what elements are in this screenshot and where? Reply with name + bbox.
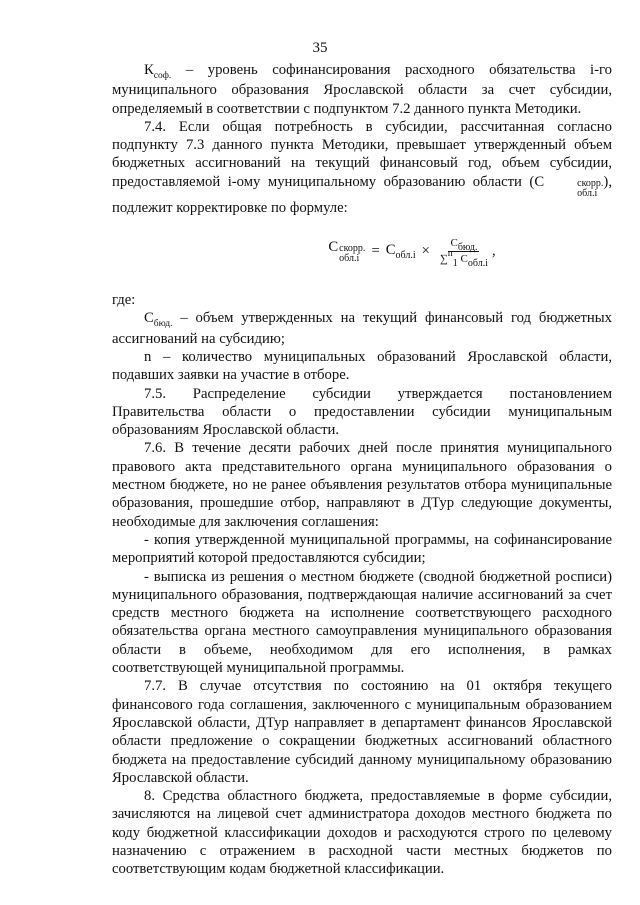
symbol-c-bud [144,310,173,330]
formula-sum-sup: n [447,247,453,259]
formula-lhs-supsub [339,244,365,264]
paragraph-7-4-text: 7.4. Если общая потребность в субсидии, рассчитанная согласно подпункту 7.3 данного пункта Методики, превышает утвержденный объем бюджетных ассигнований на текущий финансовый год, объем субсидии, предоставляемой i-ому муниципальному образованию области ( [112,118,612,190]
formula-lhs-sup: скорр. [339,243,366,255]
formula-lhs [328,238,365,264]
document-body [112,61,612,879]
symbol-k-sof [144,62,172,81]
paragraph-k-sof-text: – уровень софинансирования расходного обязательства i-го муниципального образования Ярославской области за счет субсидии, определяемый в соответствии с подпунктом 7.2 данного пункта Методики. [112,62,612,117]
paragraph-7-7: 7.7. В случае отсутствия по состоянию на 01 октября текущего финансового года соглашения, заключенного с муниципальным образованием Ярославской области, ДТур направляет в департамент финансов Ярославской области предложение о сокращении бюджетных ассигнований областного бюджета на предоставление субсидий данному муниципальному образованию Ярославской области. [112,678,612,786]
paragraph-8: 8. Средства областного бюджета, предоставляемые в форме субсидии, зачисляются на лицевой счет администратора доходов местного бюджета по коду бюджетной классификации доходов и расходуются строго по целевому назначению с отражением в расходной части местных бюджетов по соответствующим кодам бюджетной классификации. [112,788,612,878]
page-number: 35 [312,40,328,56]
paragraph-7-6: 7.6. В течение десяти рабочих дней после принятия муниципального правового акта представительного органа муниципального образования о местном бюджете, но не ранее объявления результатов отбора муниципальные образования, прошедшие отбор, направляют в ДТур следующие документы, необходимые для заключения соглашения: [112,440,612,530]
formula-den-letter: С [460,252,468,265]
symbol-c-supsub [545,179,603,199]
formula-den-sub: обл.i [467,257,488,269]
paragraph-7-4-text-after: ), подлежит корректировке по формуле: [112,173,612,216]
formula-rhs-letter: С [385,241,396,258]
where-label: где: [112,292,136,309]
formula-rhs [386,241,416,261]
paragraph-c-bud [112,309,612,348]
formula-fraction [439,236,488,269]
paragraph-c-bud-text: – объем утвержденных на текущий финансовый год бюджетных ассигнований на субсидию; [112,310,612,347]
symbol-c-bud-letter: С [144,310,154,327]
paragraph-n: n – количество муниципальных образований Ярославской области, подавших заявки на участие в отборе. [112,348,612,384]
symbol-c-letter: С [534,173,545,190]
formula-rhs-sub: обл.i [395,249,416,261]
symbol-c-sup: скорр. [577,177,604,189]
formula-num-sub: бюд. [457,241,478,253]
symbol-k-sub: соф. [153,71,172,81]
paragraph-7-5: 7.5. Распределение субсидии утверждается постановлением Правительства области о предоставлении субсидии муниципальным образованиям Ярославской области. [112,385,612,439]
symbol-c-sub: обл.i [577,187,598,199]
formula-numerator [448,237,479,252]
formula-comma: , [491,242,496,259]
formula-lhs-sub: обл.i [339,253,360,265]
paragraph-budget-extract: - выписка из решения о местном бюджете (сводной бюджетной росписи) муниципального образования, подтверждающая наличие ассигнований за счет средств местного бюджета на исполнение соответствующего расходного обязательства органа местного самоуправления муниципального образования области в объеме, необходимом для его исполнения, в рамках соответствующей муниципальной программы. [112,568,612,677]
formula-sum-sub: 1 [452,257,458,269]
formula-lhs-letter: С [328,239,339,256]
symbol-c-korr-inline [534,173,604,199]
symbol-c-bud-sub: бюд. [153,319,173,330]
formula-times: × [421,242,430,259]
paragraph-k-sof [112,61,612,118]
correction-formula [112,225,612,277]
paragraph-program-copy: - копия утвержденной муниципальной программы, на софинансирование мероприятий которой предоставляются субсидии; [112,531,612,567]
formula-sum-sign: ∑ [439,252,448,265]
formula-num-letter: С [450,236,458,249]
formula-equals: = [371,242,380,259]
symbol-k-letter: К [144,62,154,78]
paragraph-7-4 [112,118,612,217]
